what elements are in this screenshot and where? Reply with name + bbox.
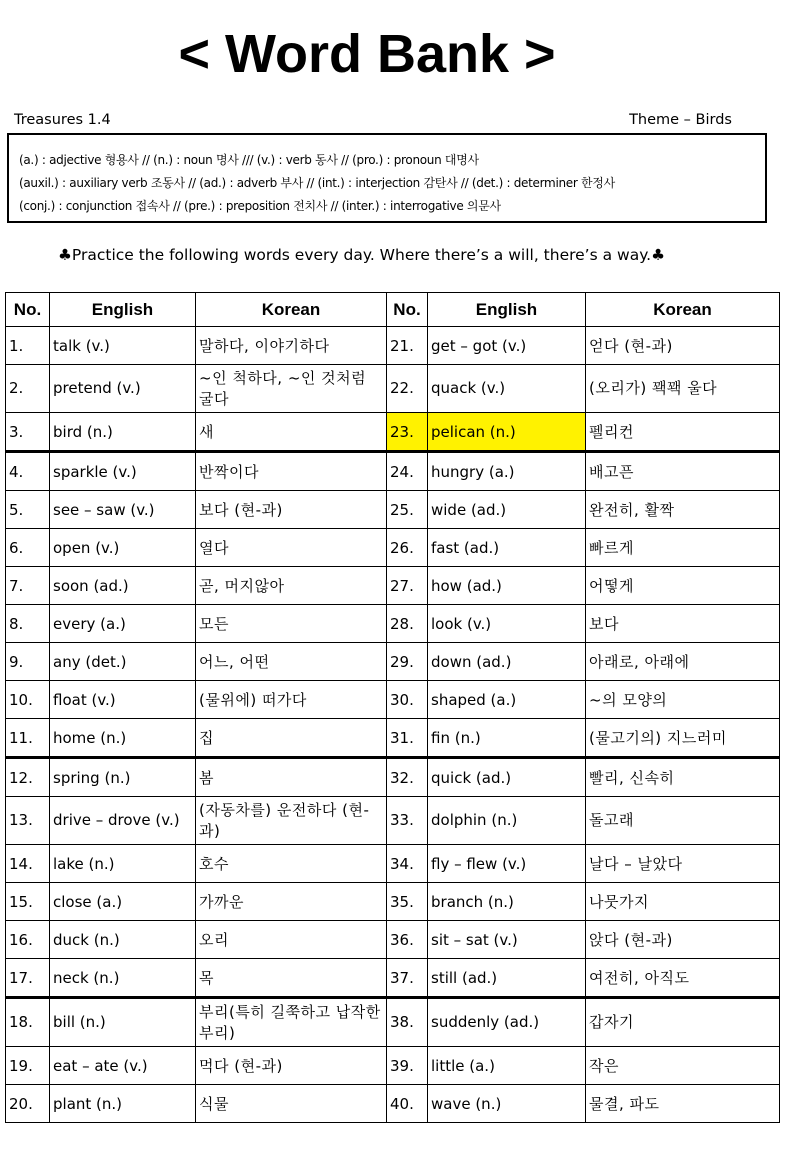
book-label: Treasures 1.4 [14,112,111,128]
word-number: 3. [6,413,50,452]
word-number: 32. [387,758,428,797]
korean-meaning: 어떻게 [586,567,780,605]
word-number: 12. [6,758,50,797]
table-row [6,643,780,681]
english-word: look (v.) [428,605,586,643]
word-number: 40. [387,1085,428,1123]
korean-meaning: 먹다 (현-과) [196,1047,387,1085]
korean-meaning: 보다 [586,605,780,643]
korean-meaning: 모든 [196,605,387,643]
table-row [6,452,780,491]
table-row [6,921,780,959]
header-english: English [428,293,586,327]
header-no: No. [387,293,428,327]
english-word: quick (ad.) [428,758,586,797]
english-word: every (a.) [50,605,196,643]
korean-meaning: 배고픈 [586,452,780,491]
word-number: 2. [6,365,50,413]
word-number: 37. [387,959,428,998]
korean-meaning: 나뭇가지 [586,883,780,921]
word-number: 29. [387,643,428,681]
table-row [6,529,780,567]
korean-meaning: 새 [196,413,387,452]
english-word: quack (v.) [428,365,586,413]
word-table [5,292,780,1123]
word-number: 35. [387,883,428,921]
word-number: 21. [387,327,428,365]
korean-meaning: 가까운 [196,883,387,921]
korean-meaning: (물고기의) 지느러미 [586,719,780,758]
word-number: 16. [6,921,50,959]
english-word: little (a.) [428,1047,586,1085]
english-word: duck (n.) [50,921,196,959]
korean-meaning: 집 [196,719,387,758]
english-word: hungry (a.) [428,452,586,491]
english-word: lake (n.) [50,845,196,883]
english-word: branch (n.) [428,883,586,921]
korean-meaning: 얻다 (현-과) [586,327,780,365]
english-word: wide (ad.) [428,491,586,529]
english-word: fly – flew (v.) [428,845,586,883]
header-korean: Korean [196,293,387,327]
word-number: 11. [6,719,50,758]
word-number: 8. [6,605,50,643]
header-english: English [50,293,196,327]
korean-meaning: 반짝이다 [196,452,387,491]
korean-meaning: 아래로, 아래에 [586,643,780,681]
korean-meaning: (오리가) 꽥꽥 울다 [586,365,780,413]
korean-meaning: 목 [196,959,387,998]
english-word: fast (ad.) [428,529,586,567]
word-number: 31. [387,719,428,758]
table-row [6,365,780,413]
practice-note: ♣Practice the following words every day. Where there’s a will, there’s a way.♣ [58,246,665,264]
word-number: 23. [387,413,428,452]
english-word: down (ad.) [428,643,586,681]
english-word: pelican (n.) [428,413,586,452]
korean-meaning: ~인 척하다, ~인 것처럼 굴다 [196,365,387,413]
korean-meaning: ~의 모양의 [586,681,780,719]
english-word: neck (n.) [50,959,196,998]
table-row [6,758,780,797]
theme-label: Theme – Birds [629,112,732,128]
table-row [6,1085,780,1123]
english-word: plant (n.) [50,1085,196,1123]
english-word: fin (n.) [428,719,586,758]
korean-meaning: 호수 [196,845,387,883]
table-row [6,1047,780,1085]
word-number: 39. [387,1047,428,1085]
word-number: 25. [387,491,428,529]
word-number: 27. [387,567,428,605]
table-row [6,719,780,758]
korean-meaning: 말하다, 이야기하다 [196,327,387,365]
english-word: bird (n.) [50,413,196,452]
english-word: close (a.) [50,883,196,921]
korean-meaning: 빠르게 [586,529,780,567]
word-number: 19. [6,1047,50,1085]
abbreviation-legend [7,133,767,223]
english-word: spring (n.) [50,758,196,797]
word-number: 20. [6,1085,50,1123]
table-row [6,605,780,643]
korean-meaning: 봄 [196,758,387,797]
korean-meaning: 열다 [196,529,387,567]
table-row [6,998,780,1047]
table-header-row [6,293,780,327]
word-number: 28. [387,605,428,643]
korean-meaning: 돌고래 [586,797,780,845]
korean-meaning: 식물 [196,1085,387,1123]
english-word: suddenly (ad.) [428,998,586,1047]
korean-meaning: 작은 [586,1047,780,1085]
word-number: 10. [6,681,50,719]
table-row [6,797,780,845]
table-row [6,845,780,883]
word-number: 13. [6,797,50,845]
word-number: 4. [6,452,50,491]
english-word: dolphin (n.) [428,797,586,845]
english-word: shaped (a.) [428,681,586,719]
word-number: 1. [6,327,50,365]
word-number: 33. [387,797,428,845]
word-number: 7. [6,567,50,605]
korean-meaning: 펠리컨 [586,413,780,452]
word-number: 5. [6,491,50,529]
korean-meaning: 날다 – 날았다 [586,845,780,883]
word-number: 14. [6,845,50,883]
table-row [6,883,780,921]
korean-meaning: (물위에) 떠가다 [196,681,387,719]
korean-meaning: 여전히, 아직도 [586,959,780,998]
legend-line: (conj.) : conjunction 접속사 // (pre.) : preposition 전치사 // (inter.) : interrogative 의문사 [19,199,501,213]
english-word: bill (n.) [50,998,196,1047]
table-row [6,327,780,365]
english-word: drive – drove (v.) [50,797,196,845]
table-row [6,567,780,605]
legend-line: (a.) : adjective 형용사 // (n.) : noun 명사 /// (v.) : verb 동사 // (pro.) : pronoun 대명사 [19,153,479,167]
korean-meaning: 곧, 머지않아 [196,567,387,605]
word-number: 22. [387,365,428,413]
english-word: open (v.) [50,529,196,567]
page-title: < Word Bank > [178,24,556,84]
english-word: sit – sat (v.) [428,921,586,959]
table-row [6,491,780,529]
word-number: 38. [387,998,428,1047]
english-word: still (ad.) [428,959,586,998]
english-word: eat – ate (v.) [50,1047,196,1085]
english-word: soon (ad.) [50,567,196,605]
word-number: 26. [387,529,428,567]
word-number: 34. [387,845,428,883]
korean-meaning: 갑자기 [586,998,780,1047]
english-word: float (v.) [50,681,196,719]
table-row [6,681,780,719]
legend-line: (auxil.) : auxiliary verb 조동사 // (ad.) : adverb 부사 // (int.) : interjection 감탄사 // (det.) : determiner 한정사 [19,176,615,190]
word-number: 9. [6,643,50,681]
word-number: 15. [6,883,50,921]
table-row [6,413,780,452]
english-word: how (ad.) [428,567,586,605]
english-word: talk (v.) [50,327,196,365]
english-word: sparkle (v.) [50,452,196,491]
word-number: 17. [6,959,50,998]
word-number: 36. [387,921,428,959]
english-word: get – got (v.) [428,327,586,365]
english-word: any (det.) [50,643,196,681]
table-row [6,959,780,998]
word-number: 18. [6,998,50,1047]
header-korean: Korean [586,293,780,327]
korean-meaning: 부리(특히 길쭉하고 납작한 부리) [196,998,387,1047]
korean-meaning: 물결, 파도 [586,1085,780,1123]
korean-meaning: 오리 [196,921,387,959]
word-number: 24. [387,452,428,491]
korean-meaning: 빨리, 신속히 [586,758,780,797]
english-word: see – saw (v.) [50,491,196,529]
english-word: wave (n.) [428,1085,586,1123]
word-number: 30. [387,681,428,719]
korean-meaning: 보다 (현-과) [196,491,387,529]
korean-meaning: 앉다 (현-과) [586,921,780,959]
english-word: home (n.) [50,719,196,758]
korean-meaning: 완전히, 활짝 [586,491,780,529]
korean-meaning: (자동차를) 운전하다 (현-과) [196,797,387,845]
english-word: pretend (v.) [50,365,196,413]
header-no: No. [6,293,50,327]
korean-meaning: 어느, 어떤 [196,643,387,681]
word-number: 6. [6,529,50,567]
